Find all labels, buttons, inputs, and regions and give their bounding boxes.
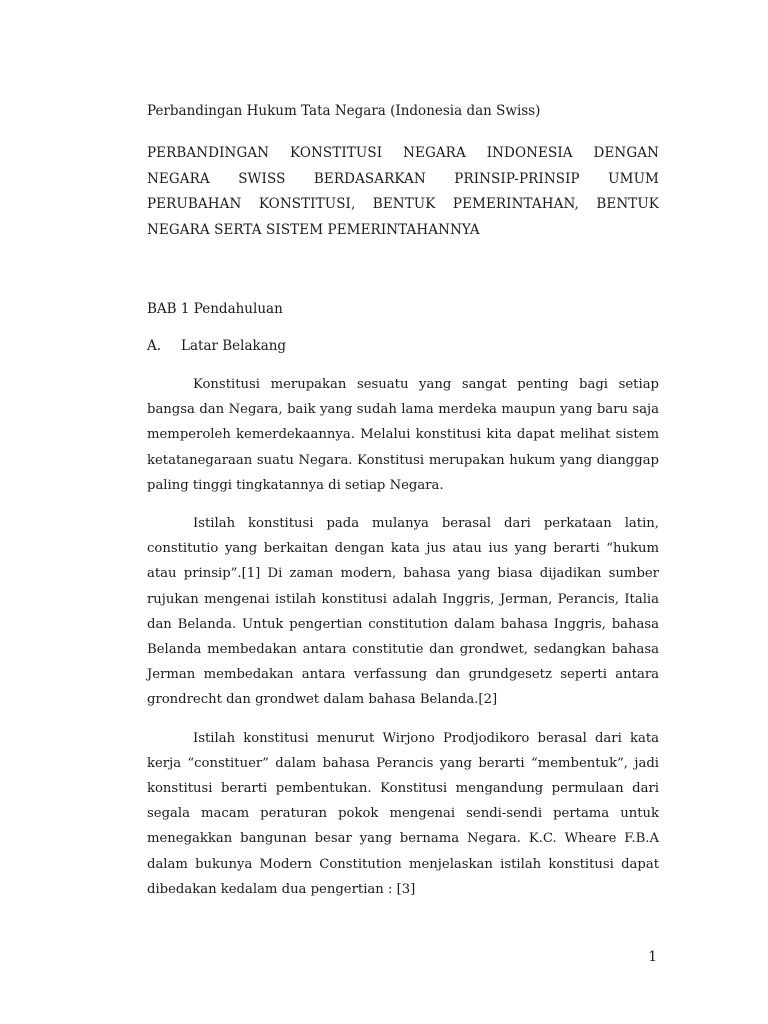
main-heading: PERBANDINGAN KONSTITUSI NEGARA INDONESIA DENGAN NEGARA SWISS BERDASARKAN PRINSIP-PRINSIP UMUM PERUBAHAN KONSTITUSI, BENTUK PEMERINTAHAN, BENTUK NEGARA SERTA SISTEM PEMERINTAHANNYA [147, 145, 659, 238]
paragraph-2: Istilah konstitusi pada mulanya berasal dari perkataan latin, constitutio yang berkaitan dengan kata jus atau ius yang berarti “hukum atau prinsip”.[1] Di zaman modern, bahasa yang biasa dijadikan sumber rujukan mengenai istilah konstitusi adalah Inggris, Jerman, Perancis, Italia dan Belanda. Untuk pengertian constitution dalam bahasa Inggris, bahasa Belanda membedakan antara constitutie dan grondwet, sedangkan bahasa Jerman membedakan antara verfassung dan grundgesetz seperti antara grondrecht dan grondwet dalam bahasa Belanda.[2] [147, 516, 659, 708]
document-body [147, 100, 659, 902]
chapter-heading: BAB 1 Pendahuluan [147, 301, 283, 317]
document-title: Perbandingan Hukum Tata Negara (Indonesia dan Swiss) [147, 103, 541, 119]
section-label: Latar Belakang [181, 338, 287, 354]
paragraph-3: Istilah konstitusi menurut Wirjono Prodjodikoro berasal dari kata kerja “constituer” dalam bahasa Perancis yang berarti “membentuk”, jadi konstitusi berarti pembentukan. Konstitusi mengandung permulaan dari segala macam peraturan pokok mengenai sendi-sendi pertama untuk menegakkan bangunan besar yang bernama Negara. K.C. Wheare F.B.A dalam bukunya Modern Constitution menjelaskan istilah konstitusi dapat dibedakan kedalam dua pengertian : [3] [147, 730, 659, 897]
section-heading [147, 335, 659, 357]
paragraph-1: Konstitusi merupakan sesuatu yang sangat penting bagi setiap bangsa dan Negara, baik yang sudah lama merdeka maupun yang baru saja memperoleh kemerdekaannya. Melalui konstitusi kita dapat melihat sistem ketatanegaraan suatu Negara. Konstitusi merupakan hukum yang dianggap paling tinggi tingkatannya di setiap Negara. [147, 377, 659, 493]
section-letter: A. [147, 338, 162, 354]
page-number: 1 [648, 949, 657, 965]
